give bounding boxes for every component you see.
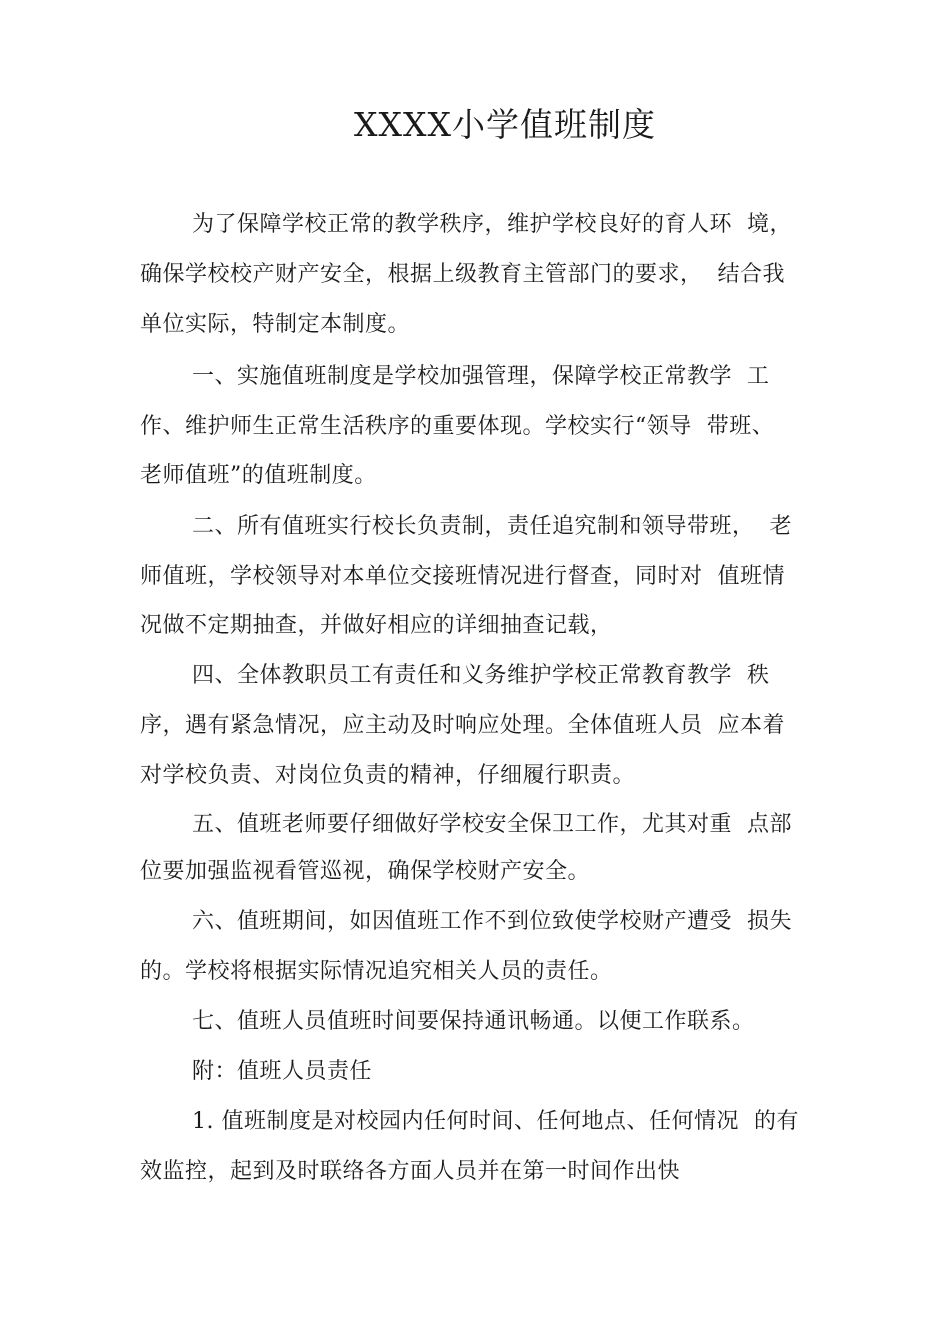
paragraph-line: 四、全体教职员工有责任和义务维护学校正常教育教学 秩	[192, 663, 770, 688]
paragraph-line: 序，遇有紧急情况，应主动及时响应处理。全体值班人员 应本着	[140, 713, 785, 738]
paragraph-line: 老师值班”的值班制度。	[140, 463, 377, 488]
paragraph-line: 二、所有值班实行校长负责制，责任追究制和领导带班， 老	[192, 514, 792, 539]
appendix-heading: 附：值班人员责任	[192, 1059, 373, 1084]
paragraph-line: 为了保障学校正常的教学秩序，维护学校良好的育人环 境，	[192, 212, 792, 237]
paragraph-line: 一、实施值班制度是学校加强管理，保障学校正常教学 工	[192, 364, 770, 389]
paragraph-line: 七、值班人员值班时间要保持通讯畅通。以便工作联系。	[192, 1009, 755, 1034]
paragraph-line: 况做不定期抽查，并做好相应的详细抽查记载，	[140, 613, 613, 638]
paragraph-line: 1. 值班制度是对校园内任何时间、任何地点、任何情况 的有	[192, 1109, 799, 1134]
paragraph-line: 五、值班老师要仔细做好学校安全保卫工作，尤其对重 点部	[192, 812, 792, 837]
paragraph-line: 单位实际，特制定本制度。	[140, 312, 411, 337]
paragraph-line: 师值班，学校领导对本单位交接班情况进行督查，同时对 值班情	[140, 564, 785, 589]
paragraph-line: 的。学校将根据实际情况追究相关人员的责任。	[140, 959, 613, 984]
paragraph-line: 确保学校校产财产安全，根据上级教育主管部门的要求， 结合我	[140, 262, 785, 287]
paragraph-line: 对学校负责、对岗位负责的精神，仔细履行职责。	[140, 763, 636, 788]
paragraph-line: 效监控，起到及时联络各方面人员并在第一时间作出快	[140, 1159, 681, 1184]
paragraph-line: 六、值班期间，如因值班工作不到位致使学校财产遭受 损失	[192, 909, 792, 934]
paragraph-line: 位要加强监视看管巡视，确保学校财产安全。	[140, 859, 591, 884]
paragraph-line: 作、维护师生正常生活秩序的重要体现。学校实行“领导 带班、	[140, 414, 775, 439]
document-title: XXXX小学值班制度	[354, 105, 656, 144]
